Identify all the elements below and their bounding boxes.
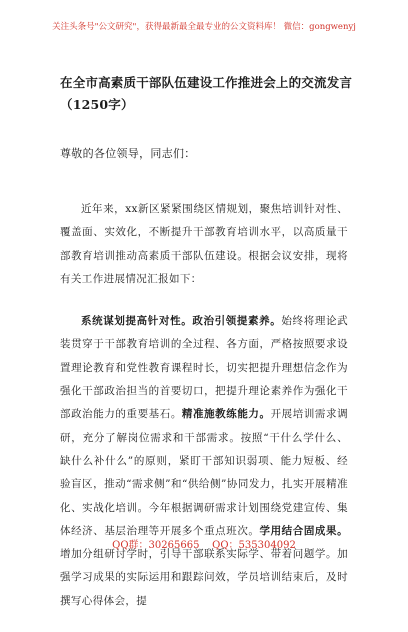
document-body [60,198,348,632]
subsection-heading: 学用结合固成果。 [259,524,349,537]
paragraph-intro: 近年来，xx新区紧紧围绕区情规划，聚焦培训针对性、覆盖面、实效化，不断提升干部教育培训水平，以高质量干部教育培训推动高素质干部队伍建设。根据会议安排，现将有关工作进展情况汇报如下： [60,203,348,285]
paragraph-section [60,310,348,613]
footer-contact: QQ群：30265665 QQ：535304092 [112,540,296,551]
title-line-wordcount: （1250字） [60,97,134,112]
salutation: 尊敬的各位领导，同志们： [60,147,196,160]
title-line-main: 在全市高素质干部队伍建设工作推进会上的交流发言 [60,75,353,90]
subsection-heading: 精准施教练能力。 [181,408,271,421]
subsection-text: 增加分组研讨学时，引导干部联系实际学、带着问题学。加强学习成果的实际运用和跟踪问效，学员培训结束后，及时撰写心得体会，提 [60,548,348,607]
header-banner: 关注头条号"公文研究"，获得最新最全最专业的公文资料库！ 微信：gongwenyj [52,22,356,32]
section-text: 始终将理论武装贯穿于干部教育培训的全过程、各方面，严格按照要求设置理论教育和党性教育课程时长，切实把提升理想信念作为强化干部政治担当的首要切口，把提升理论素养作为强化干部政治能力的重要基石。 [60,315,348,421]
subsection-text: 开展培训需求调研，充分了解岗位需求和干部需求。按照“干什么学什么、缺什么补什么”的原则，紧盯干部知识弱项、能力短板、经验盲区，推动“需求侧”和“供给侧”协同发力，扎实开展精准化、实战化培训。今年根据调研需求计划围绕党建宣传、集体经济、基层治理等开展多个重点班次。 [60,408,348,537]
section-heading: 系统谋划提高针对性。政治引领提素养。 [81,315,282,328]
document-title [60,72,360,116]
